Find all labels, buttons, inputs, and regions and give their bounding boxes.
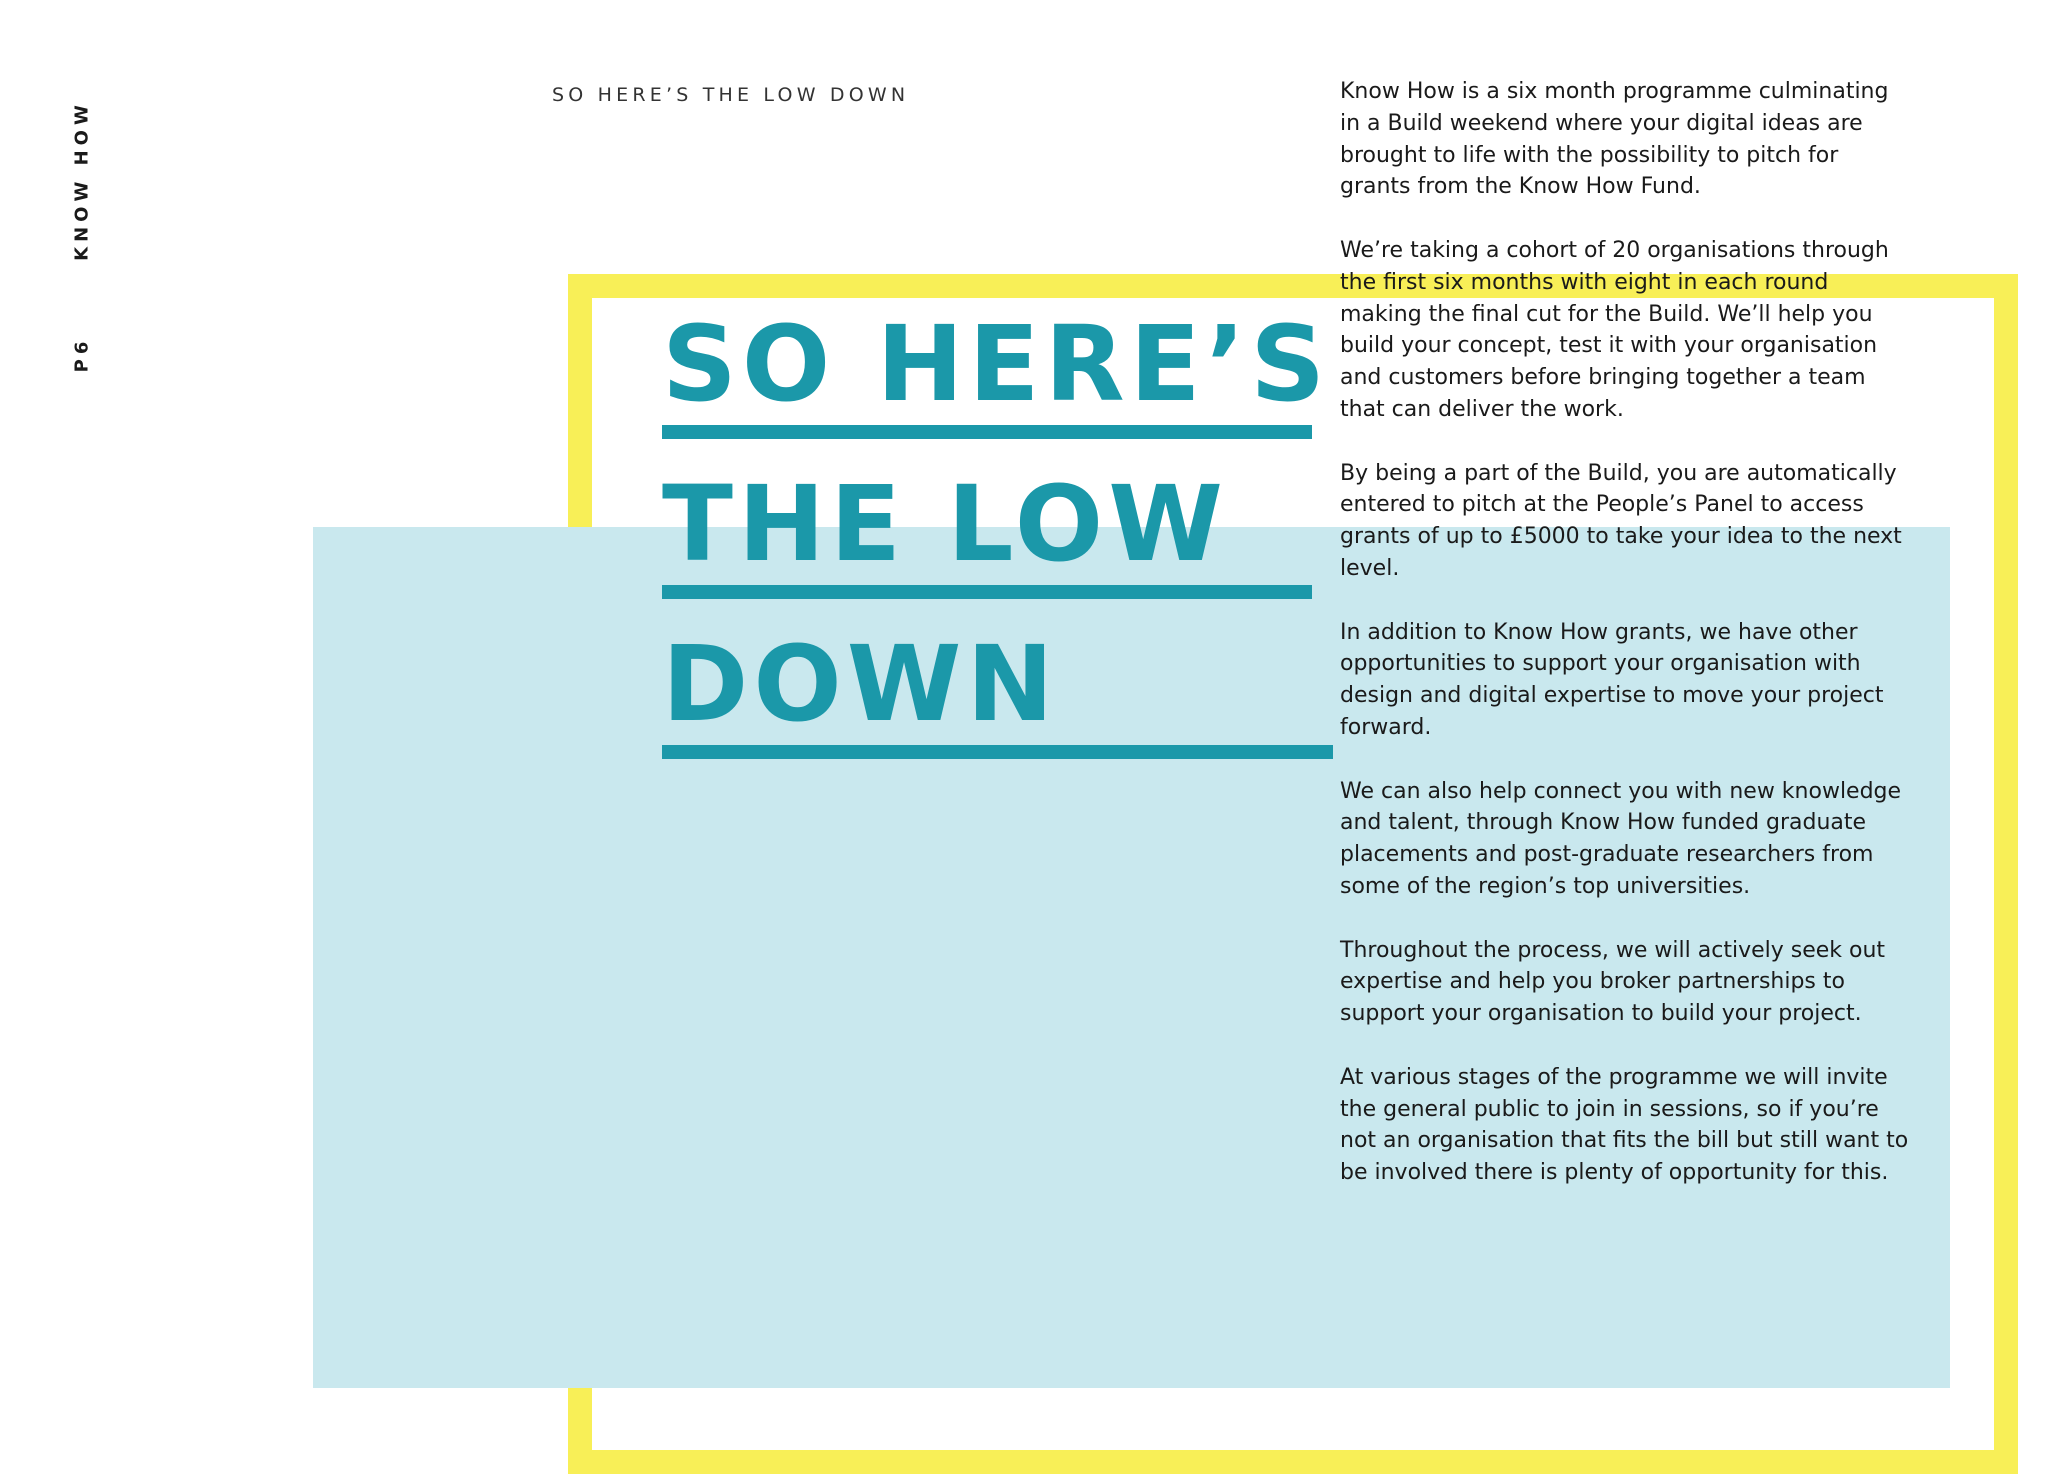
headline-line-1: [662, 300, 1342, 460]
headline-underline-3: [662, 745, 1333, 759]
body-paragraph: Know How is a six month programme culminating in a Build weekend where your digital ideas are brought to life with the possibility to pitch for grants from the Know How Fund.: [1340, 79, 1889, 200]
page-number: P6: [71, 336, 93, 373]
headline-line-2: [662, 460, 1342, 620]
body-paragraph: By being a part of the Build, you are automatically entered to pitch at the People’s Panel to access grants of up to £5000 to take your idea to the next level.: [1340, 460, 1902, 581]
headline: [662, 300, 1342, 780]
headline-underline-2: [662, 585, 1312, 599]
body-paragraph: In addition to Know How grants, we have other opportunities to support your organisation with design and digital expertise to move your project forward.: [1340, 619, 1884, 740]
headline-text-1: SO HERE’S: [662, 303, 1331, 425]
side-title: KNOW HOW: [71, 100, 93, 261]
headline-text-3: DOWN: [662, 623, 1059, 745]
headline-line-3: [662, 620, 1342, 780]
body-paragraph: We can also help connect you with new knowledge and talent, through Know How funded graduate placements and post-graduate researchers from some of the region’s top universities.: [1340, 778, 1902, 899]
body-paragraph: We’re taking a cohort of 20 organisations through the first six months with eight in each round making the final cut for the Build. We’ll help you build your concept, test it with your organisation and customers before bringing together a team that can deliver the work.: [1340, 237, 1889, 422]
body-paragraph: Throughout the process, we will actively seek out expertise and help you broker partnerships to support your organisation to build your project.: [1340, 937, 1886, 1027]
headline-underline-1: [662, 425, 1312, 439]
body-paragraph: At various stages of the programme we will invite the general public to join in sessions, so if you’re not an organisation that fits the bill but still want to be involved there is plenty of opportunity for this.: [1340, 1064, 1909, 1186]
headline-text-2: THE LOW: [662, 463, 1228, 585]
running-header: SO HERE’S THE LOW DOWN: [552, 84, 910, 106]
body-copy: [1340, 76, 1910, 1221]
